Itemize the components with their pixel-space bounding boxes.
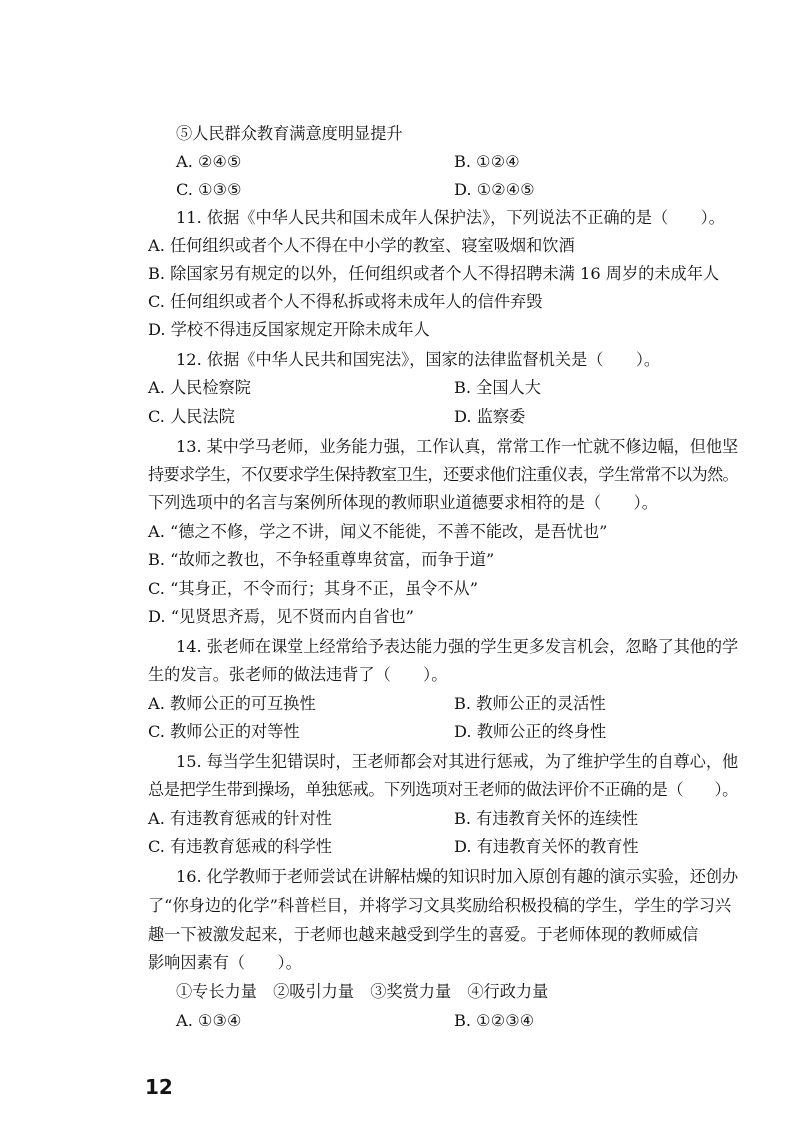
q11-stem: 11. 依据《中华人民共和国未成年人保护法》，下列说法不正确的是（ ）。 [176, 208, 725, 227]
option-a: A. ②④⑤ [176, 152, 242, 171]
q11-option-a: A. 任何组织或者个人不得在中小学的教室、寝室吸烟和饮酒 [148, 236, 575, 255]
option-c: C. ①③⑤ [176, 180, 242, 199]
q11-option-b: B. 除国家另有规定的以外，任何组织或者个人不得招聘未满 16 周岁的未成年人 [148, 264, 720, 283]
q14-option-c: C. 教师公正的对等性 [148, 722, 300, 741]
q13-option-b: B. “故师之教也，不争轻重尊卑贫富，而争于道” [148, 550, 495, 569]
q14-option-b: B. 教师公正的灵活性 [454, 694, 606, 713]
q12-option-d: D. 监察委 [454, 407, 526, 426]
option-d: D. ①②④⑤ [454, 180, 535, 199]
q16-items: ①专长力量 ②吸引力量 ③奖赏力量 ④行政力量 [176, 982, 549, 1001]
q16-stem-line: 影响因素有（ ）。 [148, 953, 302, 972]
q11-option-d: D. 学校不得违反国家规定开除未成年人 [148, 320, 430, 339]
q15-option-b: B. 有违教育关怀的连续性 [454, 809, 639, 828]
q13-option-a: A. “德之不修，学之不讲，闻义不能徙，不善不能改，是吾忧也” [148, 522, 608, 541]
q13-option-c: C. “其身正，不令而行；其身不正，虽令不从” [148, 579, 479, 598]
option-b: B. ①②④ [454, 152, 520, 171]
q12-option-b: B. 全国人大 [454, 378, 541, 397]
q12-option-c: C. 人民法院 [148, 407, 235, 426]
q16-stem-line: 趣一下被激发起来，于老师也越来越受到学生的喜爱。于老师体现的教师威信 [148, 925, 699, 944]
q14-option-a: A. 教师公正的可互换性 [148, 694, 316, 713]
q14-stem-line: 14. 张老师在课堂上经常给予表达能力强的学生更多发言机会，忽略了其他的学 [176, 637, 739, 656]
q14-stem-line: 生的发言。张老师的做法违背了（ ）。 [148, 665, 448, 684]
q16-stem-line: 16. 化学教师于老师尝试在讲解枯燥的知识时加入原创有趣的演示实验，还创办 [176, 867, 739, 886]
q16-option-a: A. ①③④ [176, 1011, 242, 1030]
q13-stem-line: 13. 某中学马老师，业务能力强，工作认真，常常工作一忙就不修边幅，但他坚 [176, 437, 739, 456]
prev-question-item5: ⑤人民群众教育满意度明显提升 [176, 124, 403, 143]
page-number: 12 [145, 1075, 173, 1099]
q16-stem-line: 了“你身边的化学”科普栏目，并将学习文具奖励给积极投稿的学生，学生的学习兴 [148, 896, 732, 915]
q11-option-c: C. 任何组织或者个人不得私拆或将未成年人的信件弃毁 [148, 292, 543, 311]
q15-stem-line: 15. 每当学生犯错误时，王老师都会对其进行惩戒，为了维护学生的自尊心，他 [176, 752, 739, 771]
q13-option-d: D. “见贤思齐焉，见不贤而内自省也” [148, 607, 414, 626]
q12-option-a: A. 人民检察院 [148, 378, 251, 397]
q15-option-c: C. 有违教育惩戒的科学性 [148, 837, 332, 856]
q14-option-d: D. 教师公正的终身性 [454, 722, 607, 741]
q15-option-d: D. 有违教育关怀的教育性 [454, 837, 639, 856]
q13-stem-line: 下列选项中的名言与案例所体现的教师职业道德要求相符的是（ ）。 [148, 493, 658, 512]
q15-stem-line: 总是把学生带到操场，单独惩戒。下列选项对王老师的做法评价不正确的是（ ）。 [148, 780, 738, 799]
q13-stem-line: 持要求学生，不仅要求学生保持教室卫生，还要求他们注重仪表，学生常常不以为然。 [148, 465, 739, 484]
q12-stem: 12. 依据《中华人民共和国宪法》，国家的法律监督机关是（ ）。 [176, 350, 661, 369]
q15-option-a: A. 有违教育惩戒的针对性 [148, 809, 332, 828]
q16-option-b: B. ①②③④ [454, 1011, 535, 1030]
